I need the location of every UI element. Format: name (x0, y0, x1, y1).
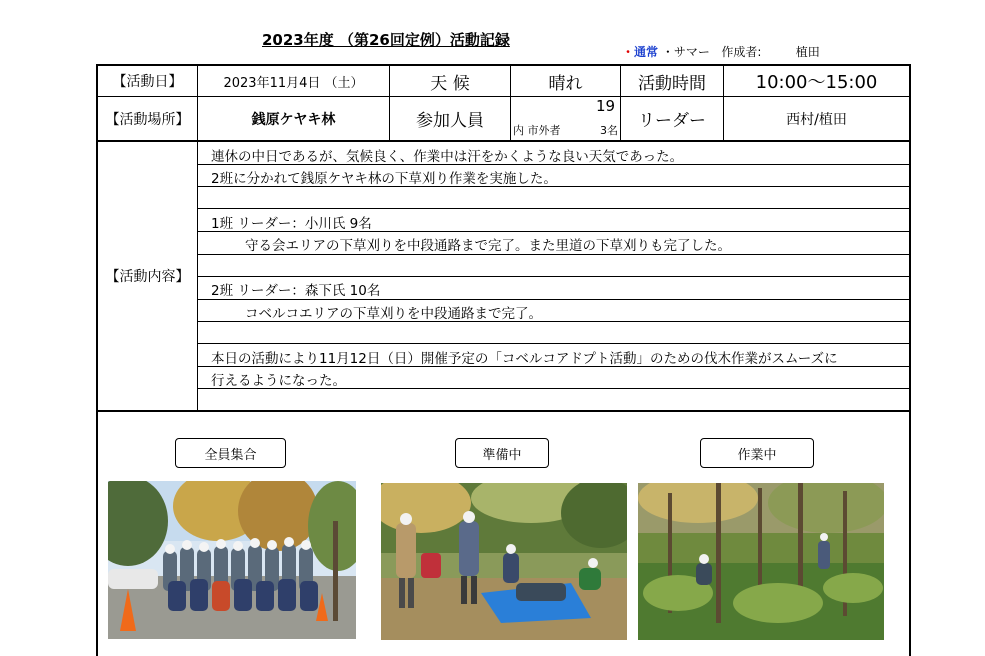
content-label: 【活動内容】 (105, 269, 190, 285)
preparing-photo (381, 483, 627, 640)
weather-label: 天 候 (430, 73, 470, 94)
date-value: 2023年11月4日 （土） (223, 75, 364, 91)
time-label: 活動時間 (638, 73, 706, 94)
content-line: 2班に分かれて銭原ケヤキ林の下草刈り作業を実施した。 (211, 171, 557, 187)
content-line: 行えるようになった。 (211, 373, 346, 389)
mode-regular: 通常 (634, 45, 659, 59)
participants-total: 19 (596, 97, 616, 115)
working-photo (638, 483, 884, 640)
photo-caption-working: 作業中 (700, 438, 814, 468)
photo-caption-preparing: 準備中 (455, 438, 549, 468)
content-line: 2班 リーダー：森下氏 10名 (211, 283, 381, 299)
content-line: 守る会エリアの下草刈りを中段通路まで完了。また里道の下草刈りも完了した。 (245, 238, 731, 254)
leader-value: 西村/植田 (786, 111, 847, 128)
photo-caption-all-members: 全員集合 (175, 438, 286, 468)
participants-label: 参加人員 (416, 111, 484, 131)
activity-mode (622, 43, 820, 60)
content-line: 本日の活動により11月12日（日）開催予定の「コベルコアドプト活動」のための伐木作業がスムーズに (211, 351, 838, 367)
author-name: 植田 (795, 45, 820, 59)
author-label: 作成者: (721, 45, 762, 59)
leader-label: リーダー (638, 111, 706, 131)
weather-value: 晴れ (548, 73, 583, 94)
date-label: 【活動日】 (112, 74, 183, 90)
content-line: 連休の中日であるが、気候良く、作業中は汗をかくような良い天気であった。 (211, 149, 684, 165)
participants-outside-label: 内 市外者 (513, 124, 561, 137)
place-label: 【活動場所】 (105, 111, 190, 128)
participants-outside-count: 3名 (600, 124, 618, 137)
group-photo (108, 481, 356, 639)
place-value: 銭原ケヤキ林 (251, 111, 336, 128)
document-title: 2023年度 （第26回定例）活動記録 (262, 31, 510, 49)
content-line: コベルコエリアの下草刈りを中段通路まで完了。 (245, 306, 542, 322)
time-value: 10:00～15:00 (755, 72, 878, 93)
mode-marker: ・ (622, 45, 635, 59)
mode-summer: ・サマー (661, 45, 710, 59)
content-line: 1班 リーダー：小川氏 9名 (211, 216, 372, 232)
